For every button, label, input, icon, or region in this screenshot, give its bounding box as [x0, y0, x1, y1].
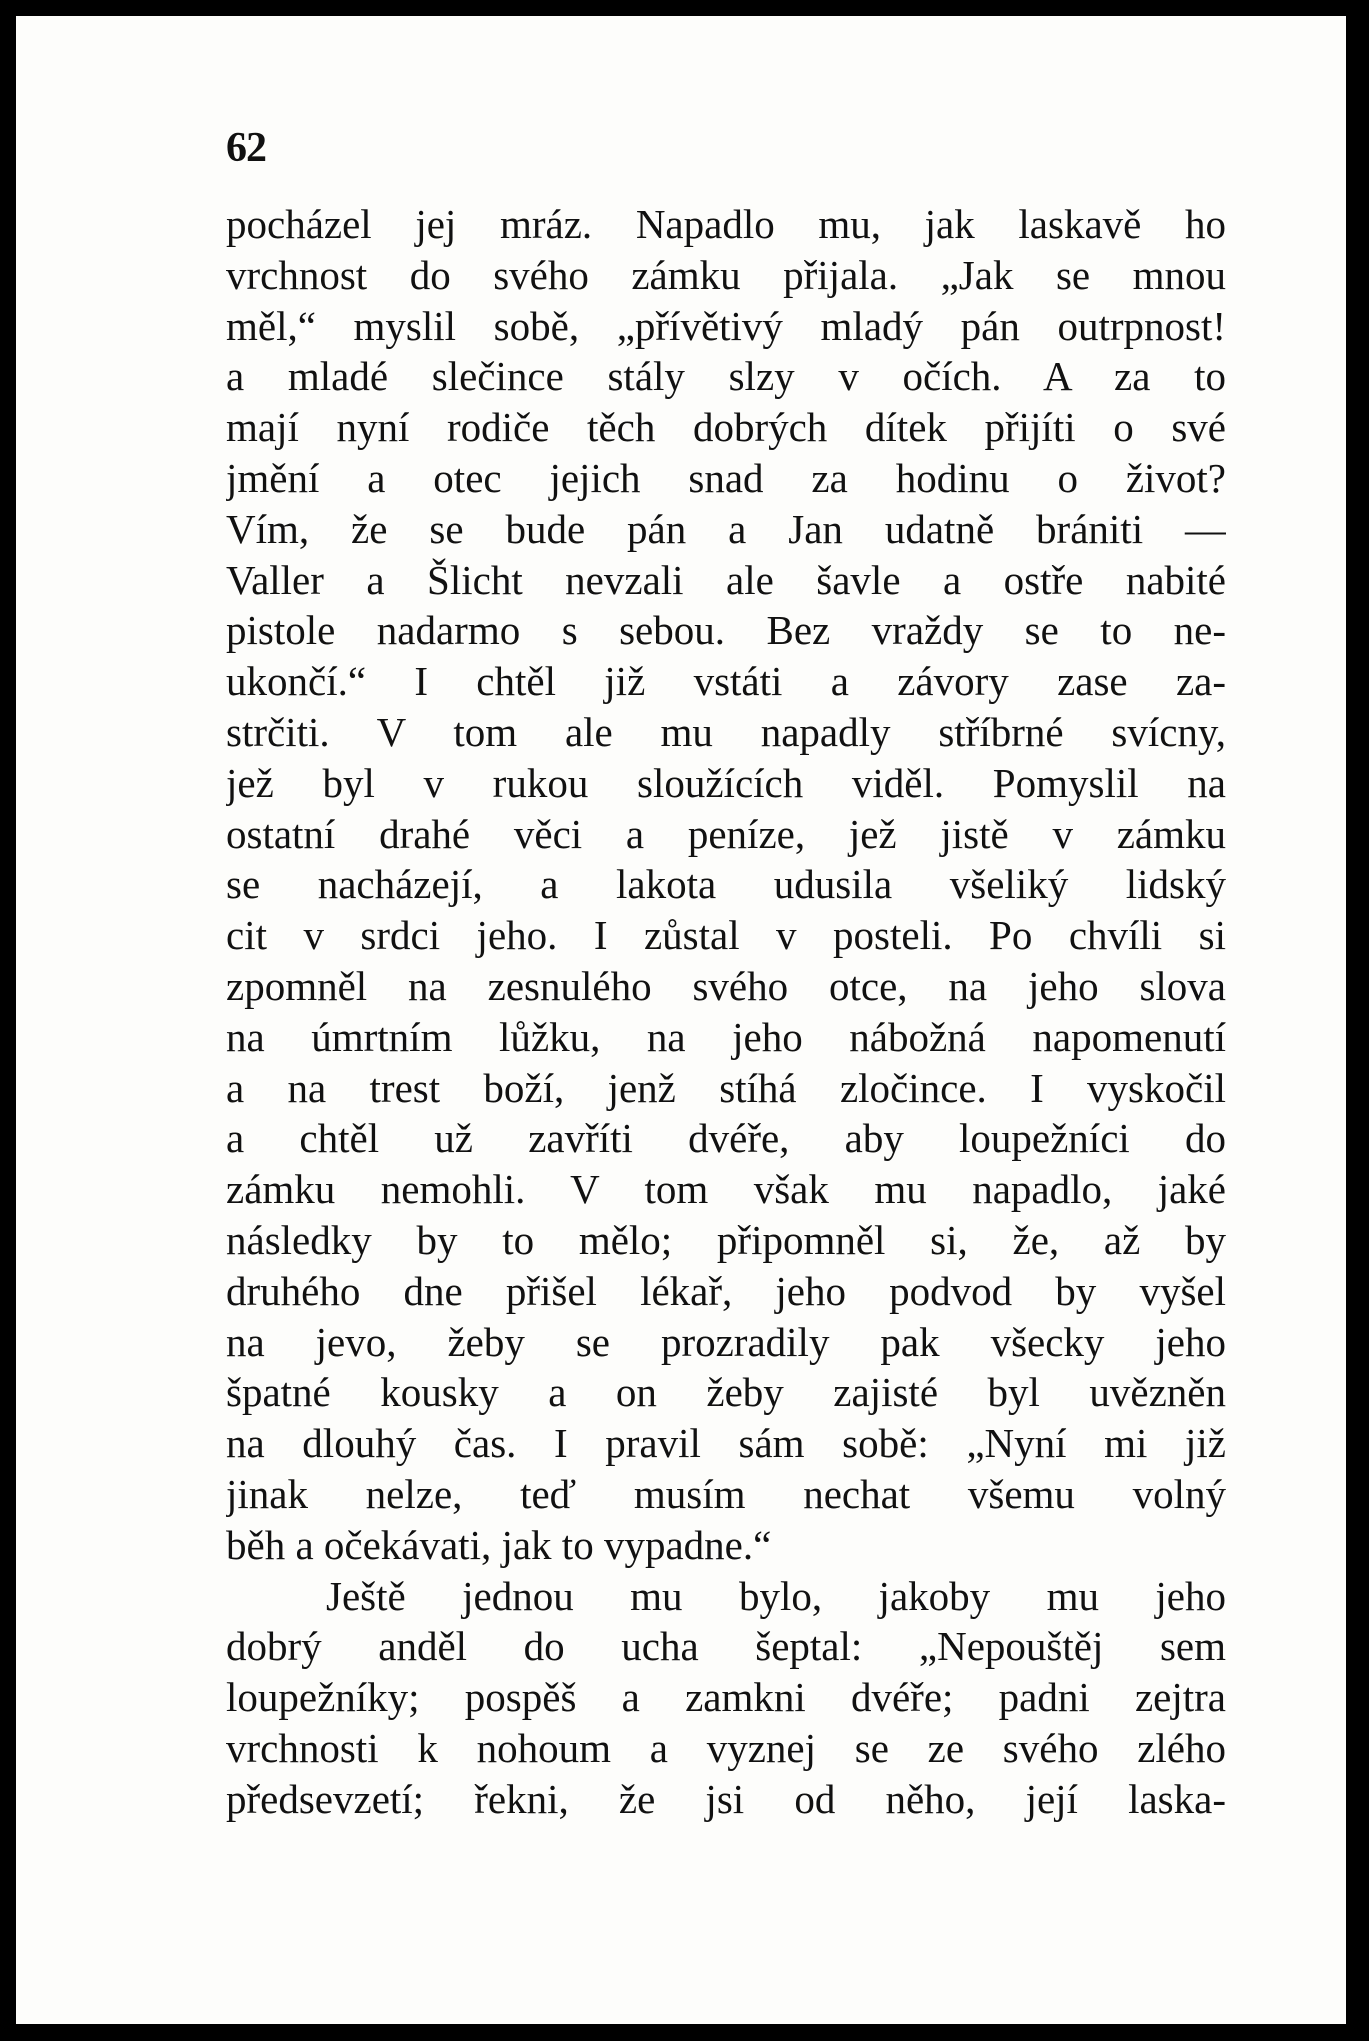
- text-line: měl,“ myslil sobě, „přívětivý mladý pán outrpnost!: [226, 302, 1226, 349]
- text-line: Valler a Šlicht nevzali ale šavle a ostře nabité: [226, 556, 1226, 603]
- text-line: se nacházejí, a lakota udusila všeliký lidský: [226, 861, 1226, 908]
- text-line: a chtěl už zavříti dvéře, aby loupežníci do: [226, 1115, 1226, 1162]
- text-line: pocházel jej mráz. Napadlo mu, jak laskavě ho: [226, 201, 1226, 247]
- text-line: vrchnosti k nohoum a vyznej se ze svého zlého: [226, 1724, 1226, 1771]
- text-line: cit v srdci jeho. I zůstal v posteli. Po chvíli si: [226, 912, 1226, 959]
- text-line: ostatní drahé věci a peníze, jež jistě v zámku: [226, 810, 1226, 857]
- paragraph-end-line: běh a očekávati, jak to vypadne.“: [226, 1521, 772, 1568]
- page-text: [226, 199, 1226, 1825]
- text-line: zámku nemohli. V tom však mu napadlo, jaké: [226, 1166, 1226, 1213]
- text-line: na úmrtním lůžku, na jeho nábožná napomenutí: [226, 1013, 1226, 1060]
- text-line: a mladé slečince stály slzy v očích. A za to: [226, 353, 1226, 400]
- text-line: ukončí.“ I chtěl již vstáti a závory zase za-: [226, 658, 1226, 705]
- text-line: vrchnost do svého zámku přijala. „Jak se mnou: [226, 251, 1226, 298]
- text-line: jmění a otec jejich snad za hodinu o život?: [226, 454, 1226, 501]
- text-line: na jevo, žeby se prozradily pak všecky jeho: [226, 1318, 1226, 1365]
- text-line: strčiti. V tom ale mu napadly stříbrné svícny,: [226, 708, 1226, 755]
- text-line: jinak nelze, teď musím nechat všemu volný: [226, 1470, 1226, 1517]
- text-line: špatné kousky a on žeby zajisté byl uvězněn: [226, 1369, 1226, 1416]
- paragraph-start-line: Ještě jednou mu bylo, jakoby mu jeho: [326, 1572, 1226, 1619]
- text-line: pistole nadarmo s sebou. Bez vraždy se to ne-: [226, 607, 1226, 654]
- page-number: 62: [226, 125, 266, 171]
- text-line: loupežníky; pospěš a zamkni dvéře; padni zejtra: [226, 1674, 1226, 1721]
- text-line: a na trest boží, jenž stíhá zločince. I vyskočil: [226, 1064, 1226, 1111]
- text-line: dobrý anděl do ucha šeptal: „Nepouštěj sem: [226, 1623, 1226, 1670]
- text-line: následky by to mělo; připomněl si, že, až by: [226, 1216, 1226, 1263]
- text-line: zpomněl na zesnulého svého otce, na jeho slova: [226, 962, 1226, 1009]
- text-line: Vím, že se bude pán a Jan udatně brániti —: [226, 505, 1226, 552]
- text-line: na dlouhý čas. I pravil sám sobě: „Nyní mi již: [226, 1420, 1226, 1467]
- text-line: předsevzetí; řekni, že jsi od něho, její laska-: [226, 1775, 1226, 1822]
- text-line: jež byl v rukou sloužících viděl. Pomyslil na: [226, 759, 1226, 806]
- book-page: [16, 16, 1346, 2024]
- text-line: druhého dne přišel lékař, jeho podvod by vyšel: [226, 1267, 1226, 1314]
- text-line: mají nyní rodiče těch dobrých dítek přijíti o své: [226, 404, 1226, 451]
